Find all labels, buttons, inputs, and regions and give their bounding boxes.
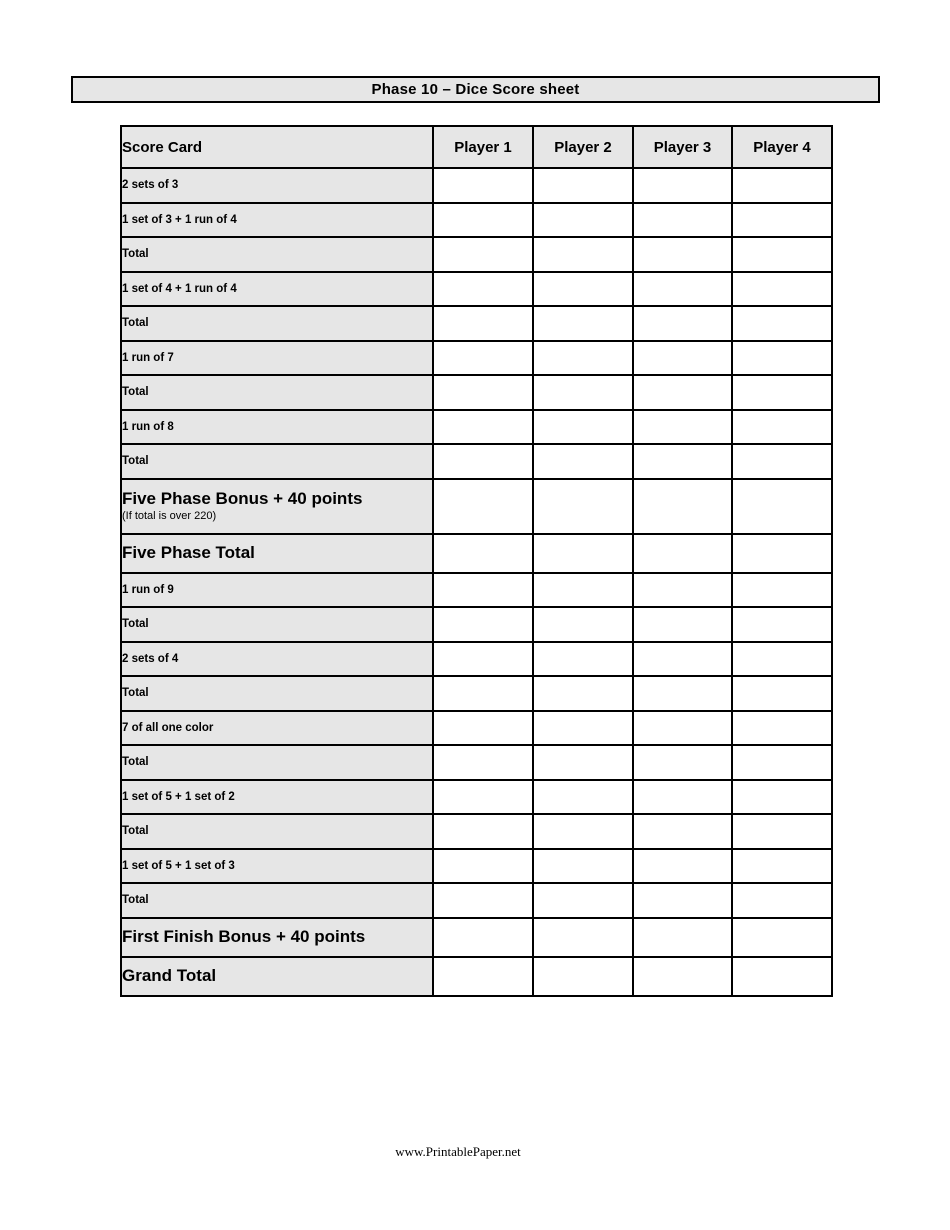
score-cell-player-3 (633, 573, 732, 608)
score-cell-player-4 (732, 711, 832, 746)
score-cell-player-4 (732, 272, 832, 307)
row-label-text: Total (122, 825, 149, 838)
score-cell-player-1 (433, 573, 533, 608)
score-table-body (121, 168, 832, 996)
row-label (121, 168, 433, 203)
score-cell-player-4 (732, 306, 832, 341)
score-cell-player-1 (433, 607, 533, 642)
score-cell-player-4 (732, 676, 832, 711)
row-label-text: Five Phase Total (122, 543, 255, 562)
table-row (121, 272, 832, 307)
score-cell-player-1 (433, 814, 533, 849)
table-row (121, 479, 832, 534)
row-label (121, 918, 433, 957)
row-label (121, 957, 433, 996)
row-label-text: 1 set of 4 + 1 run of 4 (122, 282, 237, 295)
score-cell-player-1 (433, 883, 533, 918)
score-cell-player-4 (732, 203, 832, 238)
score-cell-player-1 (433, 444, 533, 479)
score-cell-player-2 (533, 607, 633, 642)
row-label-text: 7 of all one color (122, 721, 214, 734)
score-cell-player-4 (732, 780, 832, 815)
score-cell-player-1 (433, 306, 533, 341)
table-row (121, 203, 832, 238)
score-cell-player-2 (533, 272, 633, 307)
score-cell-player-3 (633, 272, 732, 307)
table-row (121, 883, 832, 918)
row-label-text: 2 sets of 4 (122, 652, 179, 665)
score-cell-player-4 (732, 168, 832, 203)
score-cell-player-2 (533, 410, 633, 445)
score-cell-player-3 (633, 849, 732, 884)
score-cell-player-4 (732, 341, 832, 376)
score-cell-player-4 (732, 573, 832, 608)
row-label (121, 306, 433, 341)
sheet-title-bar (71, 76, 880, 103)
row-label (121, 607, 433, 642)
score-cell-player-3 (633, 444, 732, 479)
row-label (121, 814, 433, 849)
row-label (121, 203, 433, 238)
table-row (121, 573, 832, 608)
score-cell-player-3 (633, 957, 732, 996)
score-cell-player-2 (533, 780, 633, 815)
header-player-3: Player 3 (633, 126, 732, 168)
score-cell-player-3 (633, 607, 732, 642)
score-cell-player-2 (533, 883, 633, 918)
table-row (121, 780, 832, 815)
row-label-text: 2 sets of 3 (122, 179, 179, 192)
row-label-text: Grand Total (122, 966, 217, 985)
score-cell-player-4 (732, 957, 832, 996)
row-label-text: Total (122, 386, 149, 399)
score-cell-player-2 (533, 745, 633, 780)
table-row (121, 444, 832, 479)
score-cell-player-4 (732, 237, 832, 272)
score-cell-player-3 (633, 479, 732, 534)
table-row (121, 849, 832, 884)
score-cell-player-4 (732, 444, 832, 479)
score-cell-player-4 (732, 918, 832, 957)
row-label (121, 479, 433, 534)
score-cell-player-4 (732, 534, 832, 573)
score-cell-player-1 (433, 918, 533, 957)
row-label-text: 1 set of 3 + 1 run of 4 (122, 213, 237, 226)
score-cell-player-2 (533, 534, 633, 573)
footer-url: www.PrintablePaper.net (395, 1144, 521, 1159)
score-cell-player-3 (633, 237, 732, 272)
table-row (121, 642, 832, 677)
score-cell-player-2 (533, 237, 633, 272)
table-row (121, 410, 832, 445)
score-cell-player-2 (533, 375, 633, 410)
score-cell-player-3 (633, 676, 732, 711)
score-cell-player-3 (633, 745, 732, 780)
row-label-text: 1 set of 5 + 1 set of 3 (122, 859, 235, 872)
table-row (121, 534, 832, 573)
score-table (120, 125, 833, 997)
row-label-text: 1 run of 9 (122, 583, 174, 596)
score-cell-player-2 (533, 573, 633, 608)
header-player-2: Player 2 (533, 126, 633, 168)
row-label-text: Total (122, 248, 149, 261)
score-cell-player-1 (433, 780, 533, 815)
row-label (121, 573, 433, 608)
table-row (121, 306, 832, 341)
score-cell-player-2 (533, 918, 633, 957)
score-cell-player-4 (732, 883, 832, 918)
table-row (121, 918, 832, 957)
score-cell-player-1 (433, 410, 533, 445)
row-label-text: Total (122, 455, 149, 468)
score-cell-player-2 (533, 306, 633, 341)
score-cell-player-3 (633, 883, 732, 918)
header-score-card: Score Card (121, 126, 433, 168)
score-cell-player-3 (633, 642, 732, 677)
row-label (121, 745, 433, 780)
row-label (121, 534, 433, 573)
score-cell-player-2 (533, 341, 633, 376)
score-cell-player-1 (433, 203, 533, 238)
score-cell-player-2 (533, 814, 633, 849)
score-cell-player-3 (633, 168, 732, 203)
row-label-text: Total (122, 687, 149, 700)
row-label (121, 341, 433, 376)
row-label-text: Total (122, 618, 149, 631)
score-cell-player-1 (433, 375, 533, 410)
score-cell-player-3 (633, 203, 732, 238)
row-sublabel-text: (If total is over 220) (122, 509, 217, 522)
table-row (121, 237, 832, 272)
score-cell-player-4 (732, 814, 832, 849)
score-cell-player-4 (732, 642, 832, 677)
row-label-text: Total (122, 317, 149, 330)
score-cell-player-4 (732, 479, 832, 534)
score-cell-player-4 (732, 607, 832, 642)
score-cell-player-4 (732, 849, 832, 884)
sheet-title: Phase 10 – Dice Score sheet (371, 81, 580, 98)
score-cell-player-3 (633, 410, 732, 445)
row-label (121, 410, 433, 445)
score-cell-player-2 (533, 957, 633, 996)
score-cell-player-1 (433, 534, 533, 573)
table-row (121, 375, 832, 410)
score-cell-player-1 (433, 479, 533, 534)
score-cell-player-2 (533, 676, 633, 711)
row-label (121, 375, 433, 410)
row-label (121, 444, 433, 479)
score-cell-player-2 (533, 203, 633, 238)
score-cell-player-1 (433, 341, 533, 376)
table-header-row (121, 126, 832, 168)
table-row (121, 168, 832, 203)
score-cell-player-3 (633, 534, 732, 573)
score-cell-player-4 (732, 745, 832, 780)
score-cell-player-3 (633, 375, 732, 410)
table-row (121, 711, 832, 746)
table-row (121, 745, 832, 780)
score-cell-player-1 (433, 676, 533, 711)
score-table-head (121, 126, 832, 168)
score-cell-player-3 (633, 780, 732, 815)
row-label (121, 272, 433, 307)
row-label-text: First Finish Bonus + 40 points (122, 927, 366, 946)
score-cell-player-1 (433, 849, 533, 884)
row-label-text: 1 set of 5 + 1 set of 2 (122, 790, 235, 803)
table-row (121, 676, 832, 711)
score-cell-player-3 (633, 711, 732, 746)
score-cell-player-2 (533, 444, 633, 479)
score-cell-player-3 (633, 814, 732, 849)
score-cell-player-2 (533, 849, 633, 884)
row-label-text: Five Phase Bonus + 40 points (122, 489, 363, 509)
score-cell-player-1 (433, 745, 533, 780)
score-cell-player-3 (633, 341, 732, 376)
row-label (121, 237, 433, 272)
score-cell-player-3 (633, 306, 732, 341)
score-cell-player-2 (533, 479, 633, 534)
row-label (121, 883, 433, 918)
row-label-text: Total (122, 894, 149, 907)
score-cell-player-4 (732, 410, 832, 445)
row-label (121, 780, 433, 815)
score-cell-player-3 (633, 918, 732, 957)
score-cell-player-1 (433, 237, 533, 272)
row-label-text: 1 run of 7 (122, 351, 174, 364)
table-row (121, 607, 832, 642)
table-row (121, 957, 832, 996)
score-cell-player-1 (433, 168, 533, 203)
row-label (121, 642, 433, 677)
row-label (121, 849, 433, 884)
table-row (121, 814, 832, 849)
score-cell-player-1 (433, 711, 533, 746)
score-cell-player-2 (533, 642, 633, 677)
row-label-text: 1 run of 8 (122, 420, 174, 433)
header-player-1: Player 1 (433, 126, 533, 168)
table-row (121, 341, 832, 376)
score-cell-player-4 (732, 375, 832, 410)
score-cell-player-1 (433, 957, 533, 996)
score-cell-player-1 (433, 272, 533, 307)
row-label (121, 676, 433, 711)
score-cell-player-1 (433, 642, 533, 677)
score-cell-player-2 (533, 168, 633, 203)
row-label (121, 711, 433, 746)
score-cell-player-2 (533, 711, 633, 746)
row-label-text: Total (122, 756, 149, 769)
header-player-4: Player 4 (732, 126, 832, 168)
